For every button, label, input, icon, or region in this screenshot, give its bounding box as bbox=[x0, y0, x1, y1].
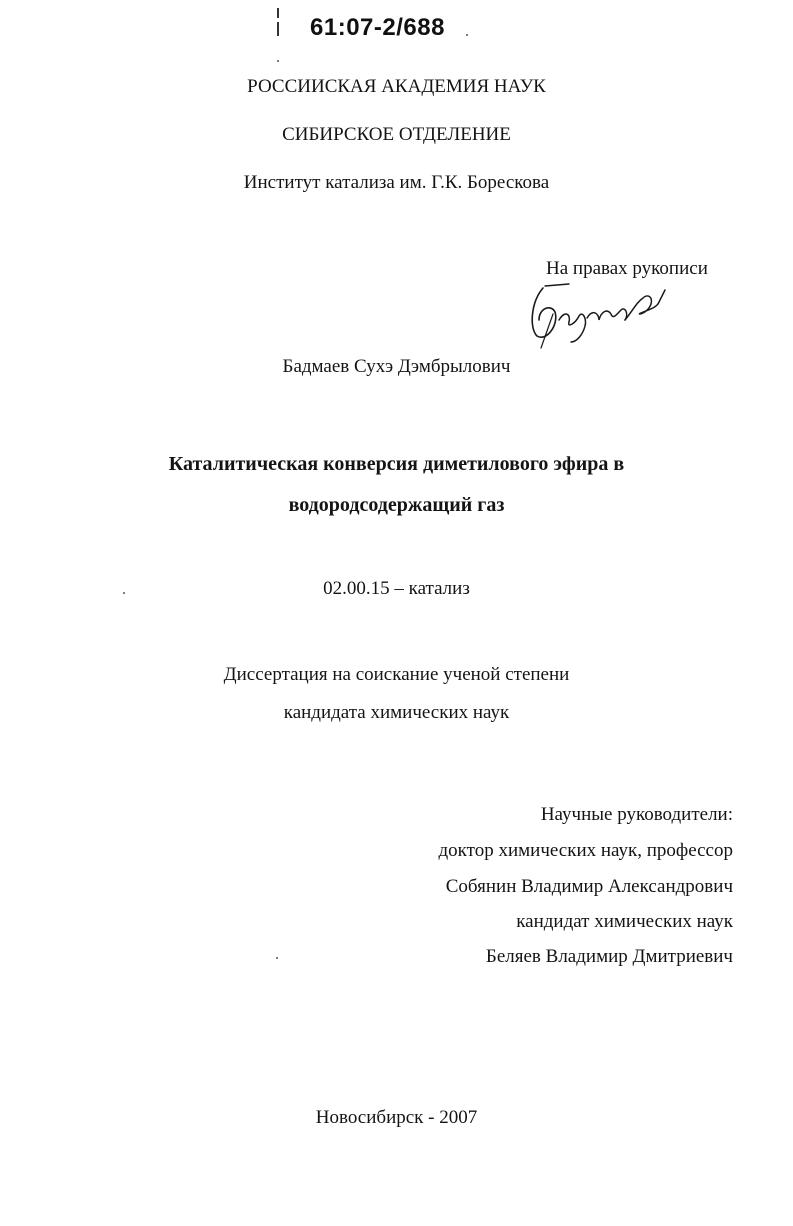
supervisor-2-title: кандидат химических наук bbox=[516, 911, 733, 932]
institute-name: Институт катализа им. Г.К. Борескова bbox=[243, 172, 550, 193]
degree-line-2: кандидата химических наук bbox=[283, 702, 510, 723]
scan-speck bbox=[276, 957, 278, 959]
library-stamp-number: 61:07-2/688 bbox=[310, 14, 445, 41]
stamp-mark bbox=[277, 22, 279, 36]
academy-name: РОССИИСКАЯ АКАДЕМИЯ НАУК bbox=[247, 76, 546, 97]
dissertation-title-line-2: водородсодержащий газ bbox=[288, 494, 505, 516]
dissertation-title-line-1: Каталитическая конверсия диметилового эфира в bbox=[168, 453, 625, 475]
supervisor-1-name: Собянин Владимир Александрович bbox=[445, 876, 733, 897]
place-and-year: Новосибирск - 2007 bbox=[315, 1107, 478, 1128]
author-signature bbox=[525, 280, 685, 350]
scan-speck bbox=[466, 34, 468, 36]
specialty-code: 02.00.15 – катализ bbox=[323, 578, 470, 599]
supervisors-heading: Научные руководители: bbox=[540, 804, 733, 825]
scan-speck bbox=[277, 60, 279, 62]
supervisor-1-title: доктор химических наук, профессор bbox=[438, 840, 733, 861]
branch-name: СИБИРСКОЕ ОТДЕЛЕНИЕ bbox=[282, 124, 511, 145]
manuscript-rights-note: На правах рукописи bbox=[546, 258, 708, 279]
stamp-mark bbox=[277, 8, 279, 18]
author-name: Бадмаев Сухэ Дэмбрылович bbox=[282, 356, 511, 377]
supervisor-2-name: Беляев Владимир Дмитриевич bbox=[485, 946, 733, 967]
degree-line-1: Диссертация на соискание ученой степени bbox=[223, 664, 570, 685]
